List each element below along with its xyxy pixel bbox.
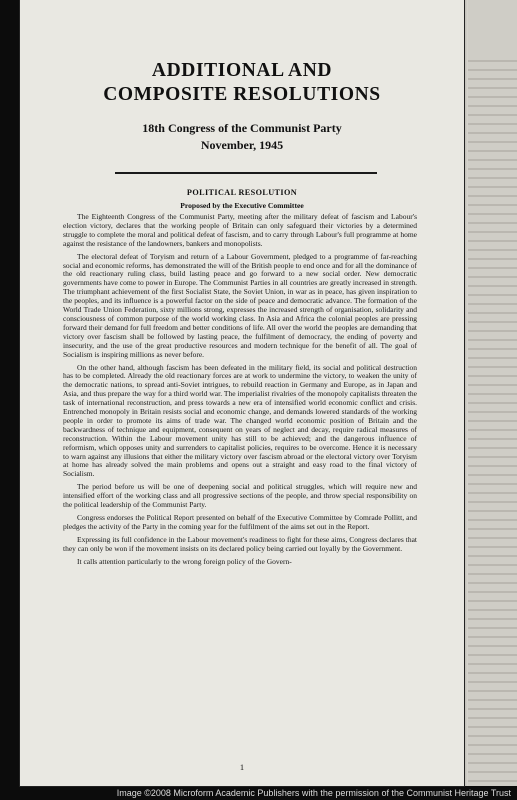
paragraph: The Eighteenth Congress of the Communist Party, meeting after the military defeat of fascism and Labour's election victory, declares that the working people of Britain can only safeguard their victories by a determined struggle to complete the moral and political defeat of fascism, and to carry through Labour's full programme at home against the resistance of the landowners, bankers and monopolists. bbox=[63, 212, 417, 248]
congress-date: November, 1945 bbox=[200, 138, 284, 152]
paragraph: Expressing its full confidence in the Labour movement's readiness to fight for these aims, Congress declares that they can only be won if the movement insists on its declared policy being carried out loyally by the Government. bbox=[63, 534, 417, 553]
page-number: 1 bbox=[239, 762, 245, 772]
image-credit: Image ©2008 Microform Academic Publishers with the permission of the Communist Heritage Trust bbox=[116, 788, 511, 798]
proposer-line: Proposed by the Executive Committee bbox=[180, 201, 304, 210]
congress-name: 18th Congress of the Communist Party bbox=[142, 121, 342, 135]
title-line-1: ADDITIONAL AND bbox=[151, 60, 333, 81]
title-divider bbox=[115, 172, 377, 174]
paragraph: The period before us will be one of deepening social and political struggles, which will require new and intensified effort of the working class and all progressive sections of the people, and throw special responsibility on the political leadership of the Communist Party. bbox=[63, 482, 417, 510]
section-heading: POLITICAL RESOLUTION bbox=[186, 188, 298, 197]
title-line-2: COMPOSITE RESOLUTIONS bbox=[103, 84, 381, 105]
paragraph: Congress endorses the Political Report presented on behalf of the Executive Committee by Comrade Pollitt, and pledges the activity of the Party in the coming year for the fulfilment of the aims set out in the Report. bbox=[63, 513, 417, 531]
facing-page-edge bbox=[464, 0, 517, 786]
document-page bbox=[20, 0, 464, 786]
resolution-body bbox=[63, 213, 417, 571]
paragraph: On the other hand, although fascism has been defeated in the military field, its social and political destruction has to be completed. Already the old reactionary forces are at work to undermine the victory, to weaken the unity of the democratic nations, to spread anti-Soviet intrigues, to rebuild reaction in Germany and Europe, as in Japan and Asia, and thus prepare the way for a third world war. The imperialist rivalries of the monopoly capitalists threaten the task of international reconstruction, and press towards a new era of intensified world economic conflict and crisis. Entrenched monopoly in Britain resists social and economic change, and demands lowered standards of the working people in order to promote its aims of trade war. The changed world economic position of Britain and the backwardness of technique and equipment, consequent on years of neglect and decay, require radical measures of reconstruction. Within the Labour movement unity has still to be achieved; and the dangerous influence of reformism, which opposes unity and surrenders to capitalist policies, requires to be overcome. Hence it is necessary to warn against any illusions that either the military victory over fascism abroad or the electoral victory over Toryism at home has already solved the main problems and opens out a straight and easy road to the final victory of Socialism. bbox=[63, 362, 417, 479]
paragraph: The electoral defeat of Toryism and return of a Labour Government, pledged to a programme of far-reaching social and economic reforms, has demonstrated the will of the British people to end once and for all the dominance of the old reactionary ruling class, build lasting peace and go forward to a new social order. New democratic governments have come to power in Europe. The Communist Parties in all countries are greatly increased in strength. The triumphant achievement of the first Socialist State, the Soviet Union, in war as in peace, has given inspiration to the peoples, and its influence is a powerful factor on the side of peace and democratic advance. The formation of the World Trade Union Federation, sixty millions strong, expresses the increased strength of organisation, solidarity and consciousness of common purpose of the world working class. In Asia and Africa the colonial peoples are pressing forward their demand for full freedom and better conditions of life. All over the world the peoples are demanding that victory over fascism shall be followed by lasting peace, the fulfilment of democracy, the ending of poverty and insecurity, and the use of the great productive resources and modern technique for the benefit of all. The goal of Socialism is inspiring millions as never before. bbox=[63, 251, 417, 359]
paragraph: It calls attention particularly to the wrong foreign policy of the Govern- bbox=[77, 556, 292, 566]
